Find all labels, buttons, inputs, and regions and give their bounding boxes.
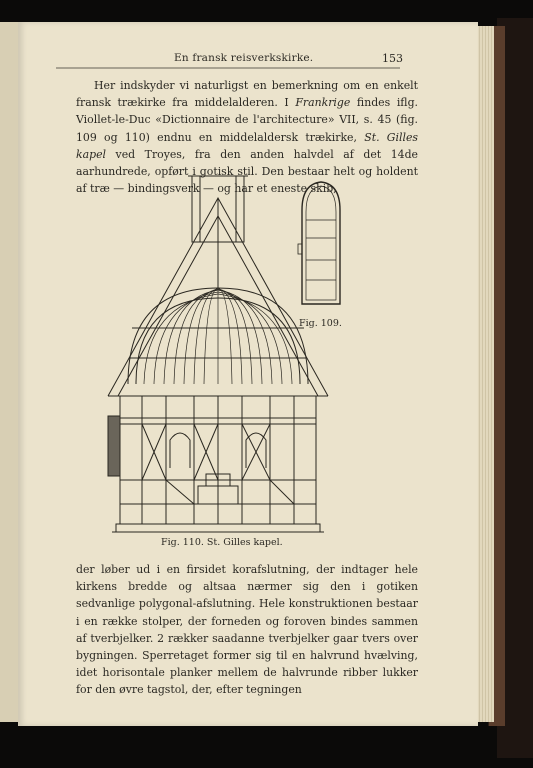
paragraph-construction	[76, 561, 418, 699]
emphasis-st-gilles: St. Gilles kapel	[76, 130, 418, 161]
text-run: findes iflg. Viollet-le-Duc «Dictionnaire de l'architecture» VII, s. 45 (fig. 109 og 110) endnu en middelaldersk trækirke,	[76, 96, 418, 144]
emphasis-frankrige: Frankrige	[295, 96, 351, 110]
book-page	[18, 22, 478, 726]
header-rule	[18, 22, 478, 82]
text-run: ved Troyes, fra den anden halvdel af det 14de aarhundrede, opført i gotisk stil. Den bestaar helt og holdent af træ — bindingsverk — og har et eneste skib,	[76, 147, 418, 196]
text-run: Her indskyder vi naturligst en bemerkning om en enkelt fransk trækirke fra middelalderen. I	[76, 79, 418, 110]
previous-page-edge	[0, 22, 19, 722]
figure-109-caption: Fig. 109.	[299, 318, 342, 329]
page-number: 153	[382, 52, 403, 65]
figure-109-plan	[294, 180, 354, 310]
figure-110-caption: Fig. 110. St. Gilles kapel.	[161, 537, 283, 548]
figure-110-section-drawing	[102, 168, 422, 548]
paragraph-text: der løber ud i en firsidet korafslutning, der indtager hele kirkens bredde og altsaa nærmer sig den i gotiken sedvanlige polygonal-afslutning. Hele konstruktionen bestaar i en række stolper, der forneden og foroven bindes sammen af tverbjelker. 2 rækker saadanne tverbjelker gaar tvers over bygningen. Sperretaget former sig til en halvrund hvælving, idet horisontale planker mellem de halvrunde ribber lukker for den øvre tagstol, der, efter tegningen	[76, 563, 418, 697]
running-title: En fransk reisverkskirke.	[174, 52, 314, 64]
